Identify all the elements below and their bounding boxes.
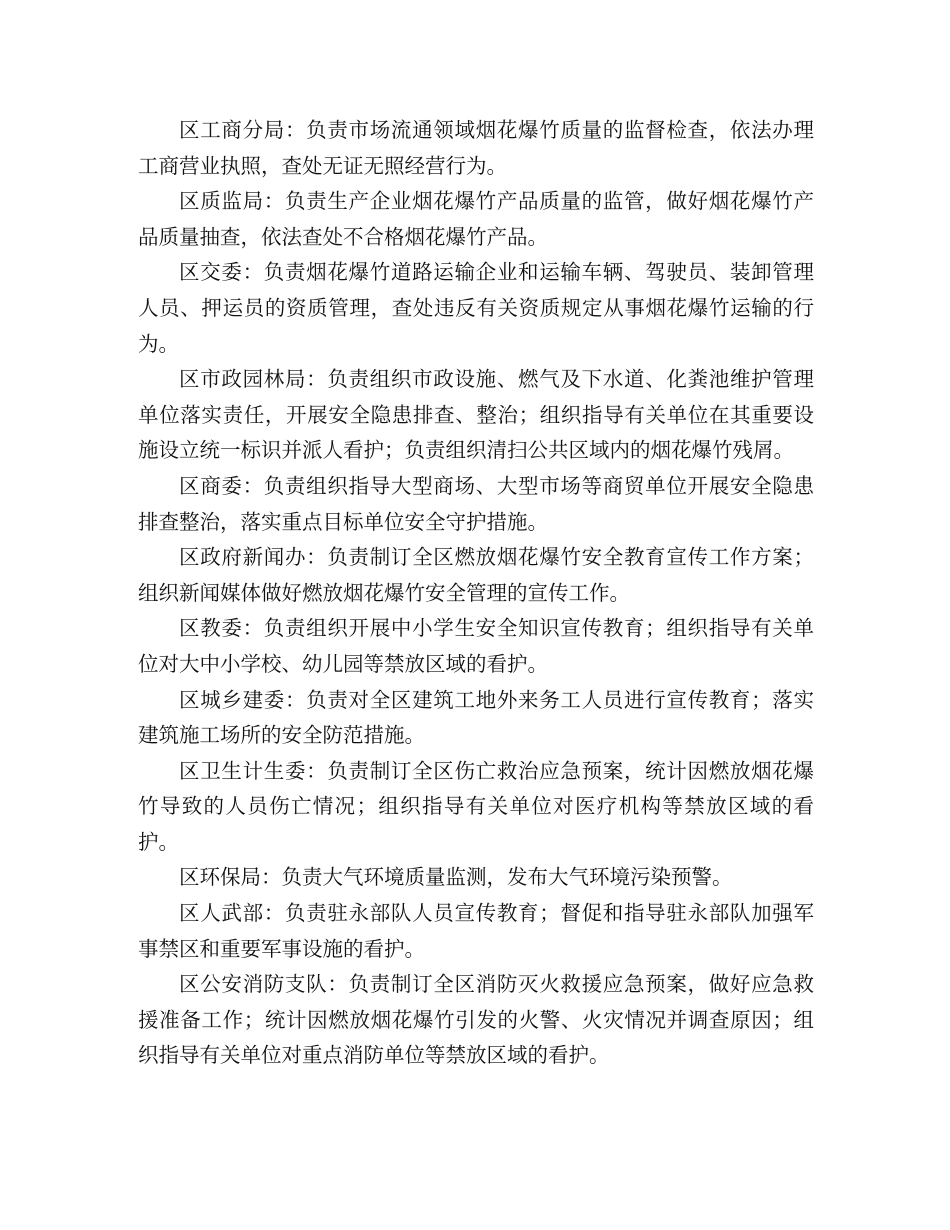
paragraph-district-education-commission: 区教委：负责组织开展中小学生安全知识宣传教育；组织指导有关单位对大中小学校、幼儿园等禁放区域的看护。 bbox=[138, 616, 814, 676]
paragraph-district-quality-supervision-bureau: 区质监局：负责生产企业烟花爆竹产品质量的监管，做好烟花爆竹产品质量抽查，依法查处不合格烟花爆竹产品。 bbox=[138, 189, 814, 249]
paragraph-district-commerce-commission: 区商委：负责组织指导大型商场、大型市场等商贸单位开展安全隐患排查整治，落实重点目标单位安全守护措施。 bbox=[138, 473, 814, 534]
paragraph-district-environmental-protection-bureau: 区环保局：负责大气环境质量监测，发布大气环境污染预警。 bbox=[179, 865, 733, 890]
paragraph-district-fire-brigade: 区公安消防支队：负责制订全区消防灭火救援应急预案，做好应急救援准备工作；统计因燃放烟花爆竹引发的火警、火灾情况并调查原因；组织指导有关单位对重点消防单位等禁放区域的看护。 bbox=[138, 972, 814, 1068]
paragraph-district-urban-rural-construction-commission: 区城乡建委：负责对全区建筑工地外来务工人员进行宣传教育；落实建筑施工场所的安全防范措施。 bbox=[138, 687, 814, 748]
paragraph-district-industry-commerce-bureau: 区工商分局：负责市场流通领域烟花爆竹质量的监督检查，依法办理工商营业执照，查处无证无照经营行为。 bbox=[138, 118, 814, 178]
paragraph-district-health-commission: 区卫生计生委：负责制订全区伤亡救治应急预案，统计因燃放烟花爆竹导致的人员伤亡情况；组织指导有关单位对医疗机构等禁放区域的看护。 bbox=[138, 758, 814, 854]
paragraph-district-transport-commission: 区交委：负责烟花爆竹道路运输企业和运输车辆、驾驶员、装卸管理人员、押运员的资质管理，查处违反有关资质规定从事烟花爆竹运输的行为。 bbox=[138, 260, 814, 356]
paragraph-district-news-office: 区政府新闻办：负责制订全区燃放烟花爆竹安全教育宣传工作方案；组织新闻媒体做好燃放烟花爆竹安全管理的宣传工作。 bbox=[138, 545, 814, 605]
document-body bbox=[138, 113, 814, 1074]
paragraph-district-armed-forces-department: 区人武部：负责驻永部队人员宣传教育；督促和指导驻永部队加强军事禁区和重要军事设施的看护。 bbox=[138, 901, 814, 961]
paragraph-district-municipal-gardens-bureau: 区市政园林局：负责组织市政设施、燃气及下水道、化粪池维护管理单位落实责任，开展安全隐患排查、整治；组织指导有关单位在其重要设施设立统一标识并派人看护；负责组织清扫公共区域内的烟花爆竹残屑。 bbox=[138, 367, 814, 463]
